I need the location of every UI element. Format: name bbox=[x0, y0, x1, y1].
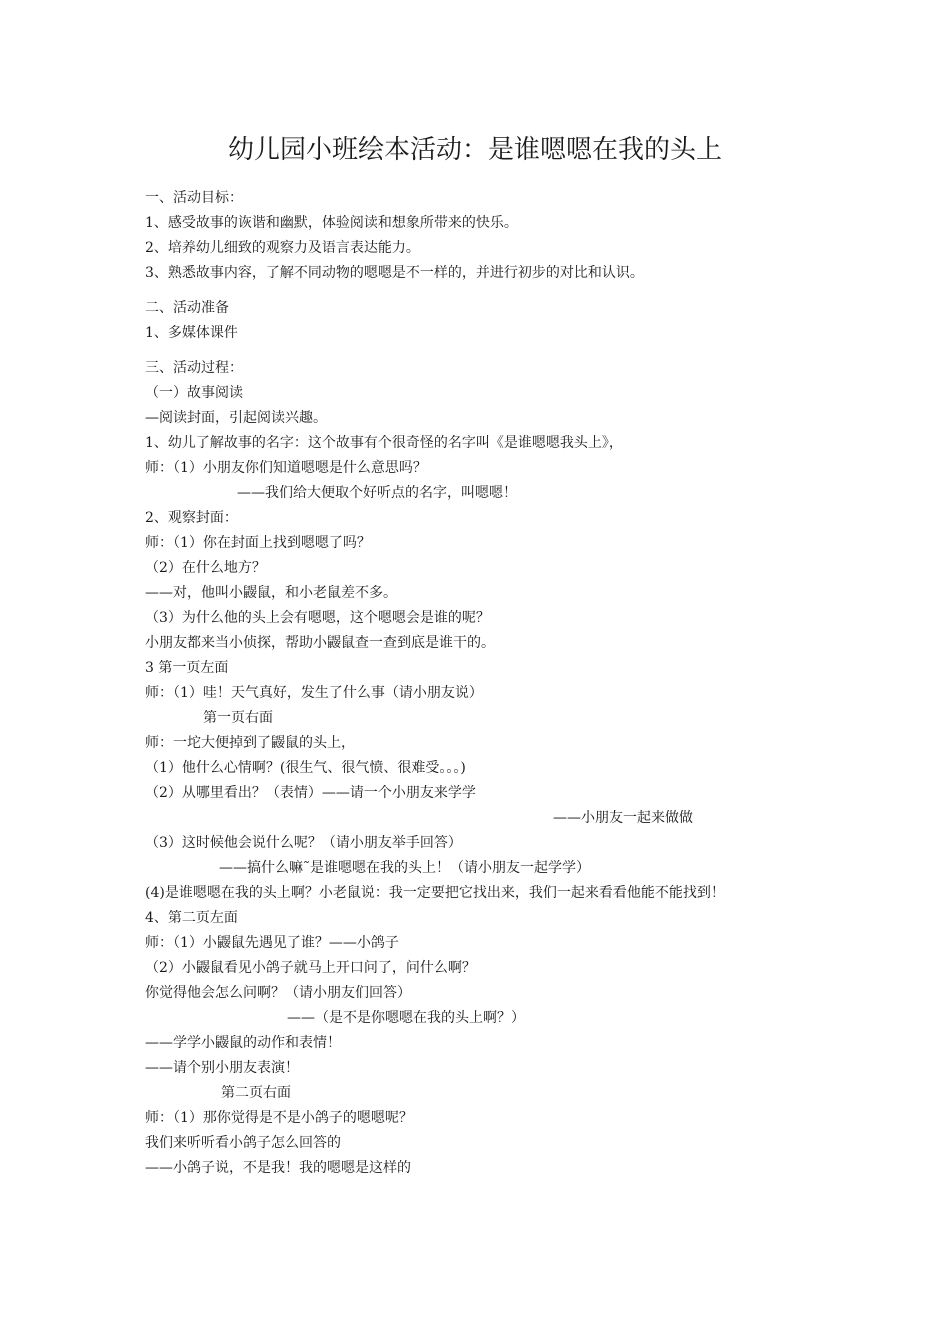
document-title: 幼儿园小班绘本活动：是谁嗯嗯在我的头上 bbox=[227, 135, 722, 165]
goal-item: 3、熟悉故事内容，了解不同动物的嗯嗯是不一样的，并进行初步的对比和认识。 bbox=[145, 265, 644, 281]
process-line: 小朋友都来当小侦探，帮助小鼹鼠查一查到底是谁干的。 bbox=[145, 635, 495, 651]
goal-item: 2、培养幼儿细致的观察力及语言表达能力。 bbox=[145, 240, 420, 256]
process-line: 第一页右面 bbox=[203, 710, 273, 726]
process-line: 你觉得他会怎么问啊？（请小朋友们回答） bbox=[145, 985, 411, 1001]
process-line: 师：一坨大便掉到了鼹鼠的头上， bbox=[145, 735, 355, 751]
document-body bbox=[145, 186, 825, 1181]
goal-item: 1、感受故事的诙谐和幽默，体验阅读和想象所带来的快乐。 bbox=[145, 215, 518, 231]
process-line: （2）小鼹鼠看见小鸽子就马上开口问了，问什么啊？ bbox=[145, 960, 476, 976]
process-line: ——小鸽子说，不是我！我的嗯嗯是这样的 bbox=[145, 1160, 411, 1176]
process-line: 3 第一页左面 bbox=[145, 660, 229, 676]
process-line: 师：（1）那你觉得是不是小鸽子的嗯嗯呢？ bbox=[145, 1110, 413, 1126]
preparation-item: 1、多媒体课件 bbox=[145, 325, 238, 341]
process-line: ——搞什么嘛˜是谁嗯嗯在我的头上！（请小朋友一起学学） bbox=[219, 860, 590, 876]
process-line: 我们来听听看小鸽子怎么回答的 bbox=[145, 1135, 341, 1151]
process-line: 1、幼儿了解故事的名字：这个故事有个很奇怪的名字叫《是谁嗯嗯我头上》， bbox=[145, 435, 623, 451]
process-line: 师：（1）哇！天气真好，发生了什么事（请小朋友说） bbox=[145, 685, 483, 701]
process-line: 师：（1）小鼹鼠先遇见了谁？——小鸽子 bbox=[145, 935, 399, 951]
process-line: （3）为什么他的头上会有嗯嗯，这个嗯嗯会是谁的呢？ bbox=[145, 610, 490, 626]
process-line: 师：（1）你在封面上找到嗯嗯了吗？ bbox=[145, 535, 371, 551]
process-line: —阅读封面，引起阅读兴趣。 bbox=[145, 410, 327, 426]
process-line: （1）他什么心情啊？(很生气、很气愤、很难受。。。) bbox=[145, 760, 466, 776]
process-line: 第二页右面 bbox=[221, 1085, 291, 1101]
section-heading-preparation: 二、活动准备 bbox=[145, 300, 229, 316]
process-line: (4)是谁嗯嗯在我的头上啊？小老鼠说：我一定要把它找出来，我们一起来看看他能不能找到！ bbox=[145, 885, 725, 901]
process-line: 师：（1）小朋友你们知道嗯嗯是什么意思吗？ bbox=[145, 460, 427, 476]
process-line: 4、第二页左面 bbox=[145, 910, 238, 926]
process-line: （2）从哪里看出？（表情）——请一个小朋友来学学 bbox=[145, 785, 476, 801]
process-line: ——请个别小朋友表演！ bbox=[145, 1060, 299, 1076]
process-line: ——（是不是你嗯嗯在我的头上啊？） bbox=[287, 1010, 525, 1026]
section-heading-process: 三、活动过程： bbox=[145, 360, 243, 376]
process-line: ——小朋友一起来做做 bbox=[553, 810, 693, 826]
process-line: 2、观察封面： bbox=[145, 510, 238, 526]
process-line: （3）这时候他会说什么呢？（请小朋友举手回答） bbox=[145, 835, 462, 851]
process-line: （一）故事阅读 bbox=[145, 385, 243, 401]
process-line: ——学学小鼹鼠的动作和表情！ bbox=[145, 1035, 341, 1051]
process-line: ——对，他叫小鼹鼠，和小老鼠差不多。 bbox=[145, 585, 397, 601]
process-line: （2）在什么地方？ bbox=[145, 560, 266, 576]
section-heading-goals: 一、活动目标： bbox=[145, 190, 243, 206]
process-line: ——我们给大便取个好听点的名字，叫嗯嗯！ bbox=[237, 485, 517, 501]
